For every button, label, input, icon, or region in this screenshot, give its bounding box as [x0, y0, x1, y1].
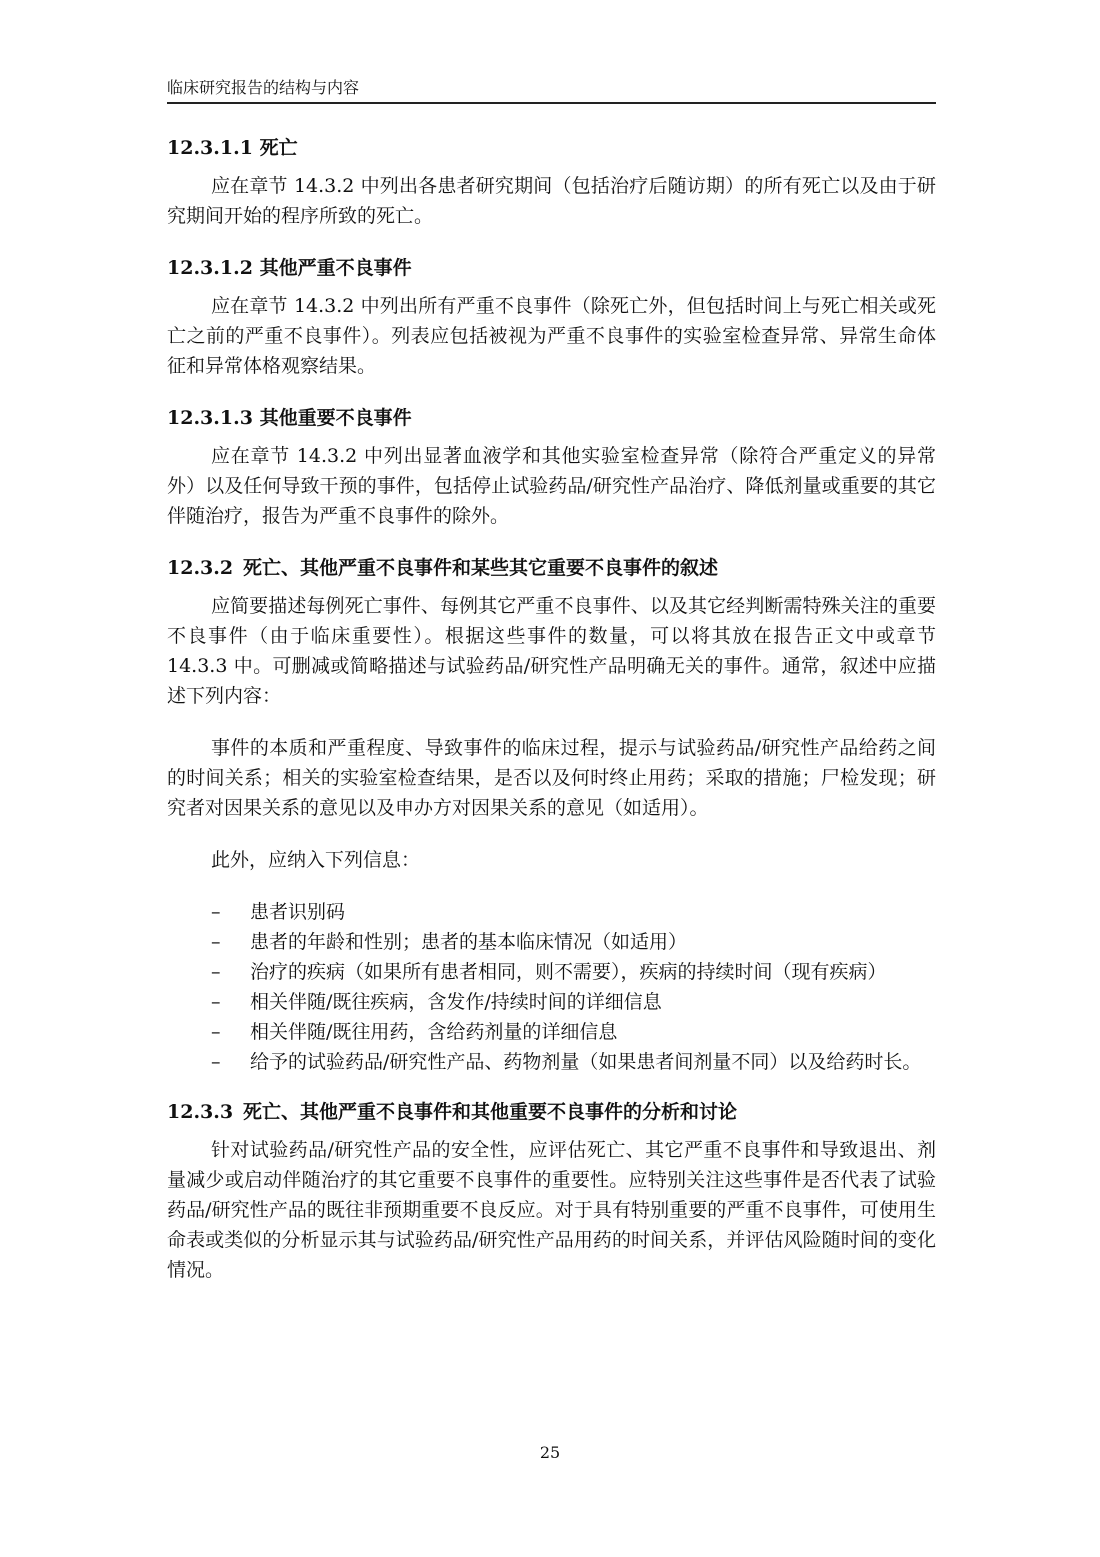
heading-title: 其他重要不良事件: [259, 407, 412, 429]
heading-number: 12.3.1.1: [167, 137, 253, 159]
paragraph: 应简要描述每例死亡事件、每例其它严重不良事件、以及其它经判断需特殊关注的重要不良事件（由于临床重要性）。根据这些事件的数量，可以将其放在报告正文中或章节 14.3.3 中。可删减或简略描述与试验药品/研究性产品明确无关的事件。通常，叙述中应描述下列内容：: [167, 595, 936, 707]
paragraph: 应在章节 14.3.2 中列出各患者研究期间（包括治疗后随访期）的所有死亡以及由于研究期间开始的程序所致的死亡。: [167, 175, 936, 227]
dash-marker: –: [211, 961, 221, 983]
dash-marker: –: [211, 901, 221, 923]
dash-marker: –: [211, 1051, 221, 1073]
list-item: – 患者识别码: [167, 897, 936, 927]
heading-title: 其他严重不良事件: [259, 257, 412, 279]
heading-number: 12.3.1.3: [167, 407, 253, 429]
list-item: – 相关伴随/既往用药，含给药剂量的详细信息: [167, 1017, 936, 1047]
paragraph: 应在章节 14.3.2 中列出显著血液学和其他实验室检查异常（除符合严重定义的异常外）以及任何导致干预的事件，包括停止试验药品/研究性产品治疗、降低剂量或重要的其它伴随治疗，报告为严重不良事件的除外。: [167, 445, 936, 527]
info-list: [167, 897, 936, 1077]
list-item: – 患者的年龄和性别；患者的基本临床情况（如适用）: [167, 927, 936, 957]
document-body: [167, 133, 936, 1307]
heading-number: 12.3.1.2: [167, 257, 253, 279]
paragraph: 此外，应纳入下列信息：: [211, 849, 421, 871]
list-item: – 给予的试验药品/研究性产品、药物剂量（如果患者间剂量不同）以及给药时长。: [167, 1047, 936, 1077]
heading-12-3-2: [167, 553, 936, 583]
dash-marker: –: [211, 931, 221, 953]
paragraph: 应在章节 14.3.2 中列出所有严重不良事件（除死亡外，但包括时间上与死亡相关或死亡之前的严重不良事件）。列表应包括被视为严重不良事件的实验室检查异常、异常生命体征和异常体格观察结果。: [167, 295, 936, 377]
paragraph: 针对试验药品/研究性产品的安全性，应评估死亡、其它严重不良事件和导致退出、剂量减少或启动伴随治疗的其它重要不良事件的重要性。应特别关注这些事件是否代表了试验药品/研究性产品的既往非预期重要不良反应。对于具有特别重要的严重不良事件，可使用生命表或类似的分析显示其与试验药品/研究性产品用药的时间关系，并评估风险随时间的变化情况。: [167, 1139, 936, 1281]
page-number: 25: [539, 1443, 561, 1462]
heading-title: 死亡、其他严重不良事件和某些其它重要不良事件的叙述: [243, 557, 719, 579]
heading-title: 死亡: [259, 137, 298, 159]
heading-12-3-3: [167, 1097, 936, 1127]
heading-number: 12.3.3: [167, 1101, 234, 1123]
list-item: – 治疗的疾病（如果所有患者相同，则不需要），疾病的持续时间（现有疾病）: [167, 957, 936, 987]
heading-number: 12.3.2: [167, 557, 234, 579]
page-header: [167, 76, 936, 104]
list-item: – 相关伴随/既往疾病，含发作/持续时间的详细信息: [167, 987, 936, 1017]
heading-title: 死亡、其他严重不良事件和其他重要不良事件的分析和讨论: [243, 1101, 738, 1123]
heading-12-3-1-2: [167, 253, 936, 283]
heading-12-3-1-3: [167, 403, 936, 433]
dash-marker: –: [211, 1021, 221, 1043]
dash-marker: –: [211, 991, 221, 1013]
heading-12-3-1-1: [167, 133, 936, 163]
running-title: 临床研究报告的结构与内容: [167, 78, 360, 97]
paragraph: 事件的本质和严重程度、导致事件的临床过程，提示与试验药品/研究性产品给药之间的时间关系；相关的实验室检查结果，是否以及何时终止用药；采取的措施；尸检发现；研究者对因果关系的意见以及申办方对因果关系的意见（如适用）。: [167, 737, 936, 819]
